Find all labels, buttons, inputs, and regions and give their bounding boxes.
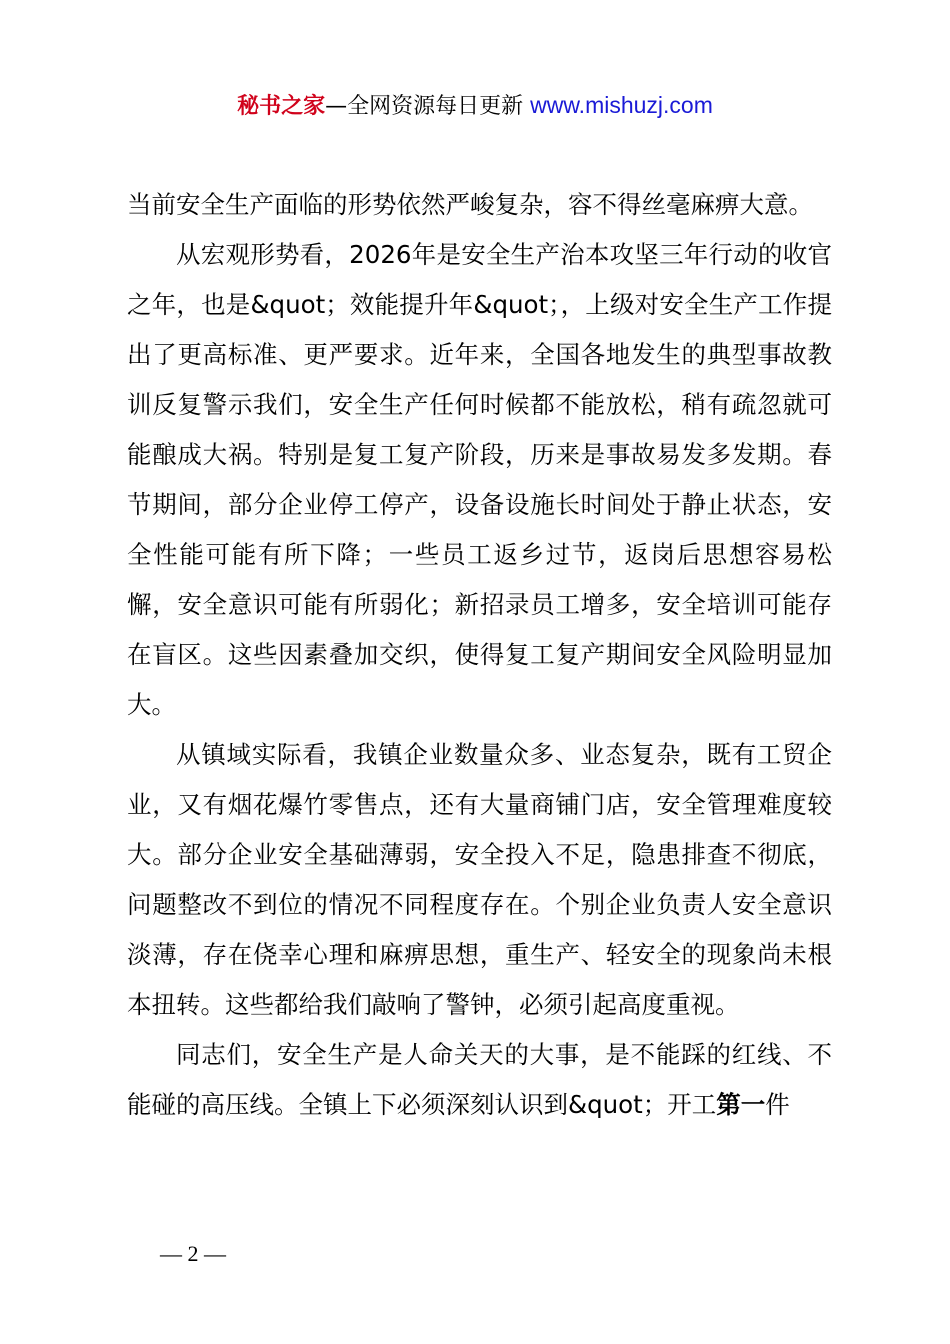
paragraph-macro-situation: 从宏观形势看，2026年是安全生产治本攻坚三年行动的收官之年，也是&quot；效能提升年&quot；，上级对安全生产工作提出了更高标准、更严要求。近年来，全国各地发生的典型事故教训反复警示我们，安全生产任何时候都不能放松，稍有疏忽就可能酿成大祸。特别是复工复产阶段，历来是事故易发多发期。春节期间，部分企业停工停产，设备设施长时间处于静止状态，安全性能可能有所下降；一些员工返乡过节，返岗后思想容易松懈，安全意识可能有所弱化；新招录员工增多，安全培训可能存在盲区。这些因素叠加交织，使得复工复产期间安全风险明显加大。 bbox=[127, 240, 832, 719]
paragraph-comrades-bold: 第一 bbox=[716, 1090, 766, 1119]
paragraph-comrades-tail: 件 bbox=[765, 1090, 790, 1119]
paragraph-comrades-text: 同志们，安全生产是人命关天的大事，是不能踩的红线、不能碰的高压线。全镇上下必须深刻认识到&quot；开工 bbox=[127, 1040, 832, 1119]
page-number: — 2 — bbox=[160, 1241, 226, 1266]
paragraph-comrades bbox=[127, 1030, 832, 1130]
website-link[interactable]: www.mishuzj.com bbox=[530, 92, 713, 118]
paragraph-town-situation: 从镇域实际看，我镇企业数量众多、业态复杂，既有工贸企业，又有烟花爆竹零售点，还有大量商铺门店，安全管理难度较大。部分企业安全基础薄弱，安全投入不足，隐患排查不彻底，问题整改不到位的情况不同程度存在。个别企业负责人安全意识淡薄，存在侥幸心理和麻痹思想，重生产、轻安全的现象尚未根本扭转。这些都给我们敲响了警钟，必须引起高度重视。 bbox=[127, 740, 832, 1019]
brand-name: 秘书之家 bbox=[237, 94, 326, 119]
document-body bbox=[127, 180, 832, 1130]
paragraph-continuation: 当前安全生产面临的形势依然严峻复杂，容不得丝毫麻痹大意。 bbox=[127, 190, 813, 219]
document-header bbox=[0, 88, 950, 124]
header-tagline: —全网资源每日更新 bbox=[325, 94, 531, 119]
